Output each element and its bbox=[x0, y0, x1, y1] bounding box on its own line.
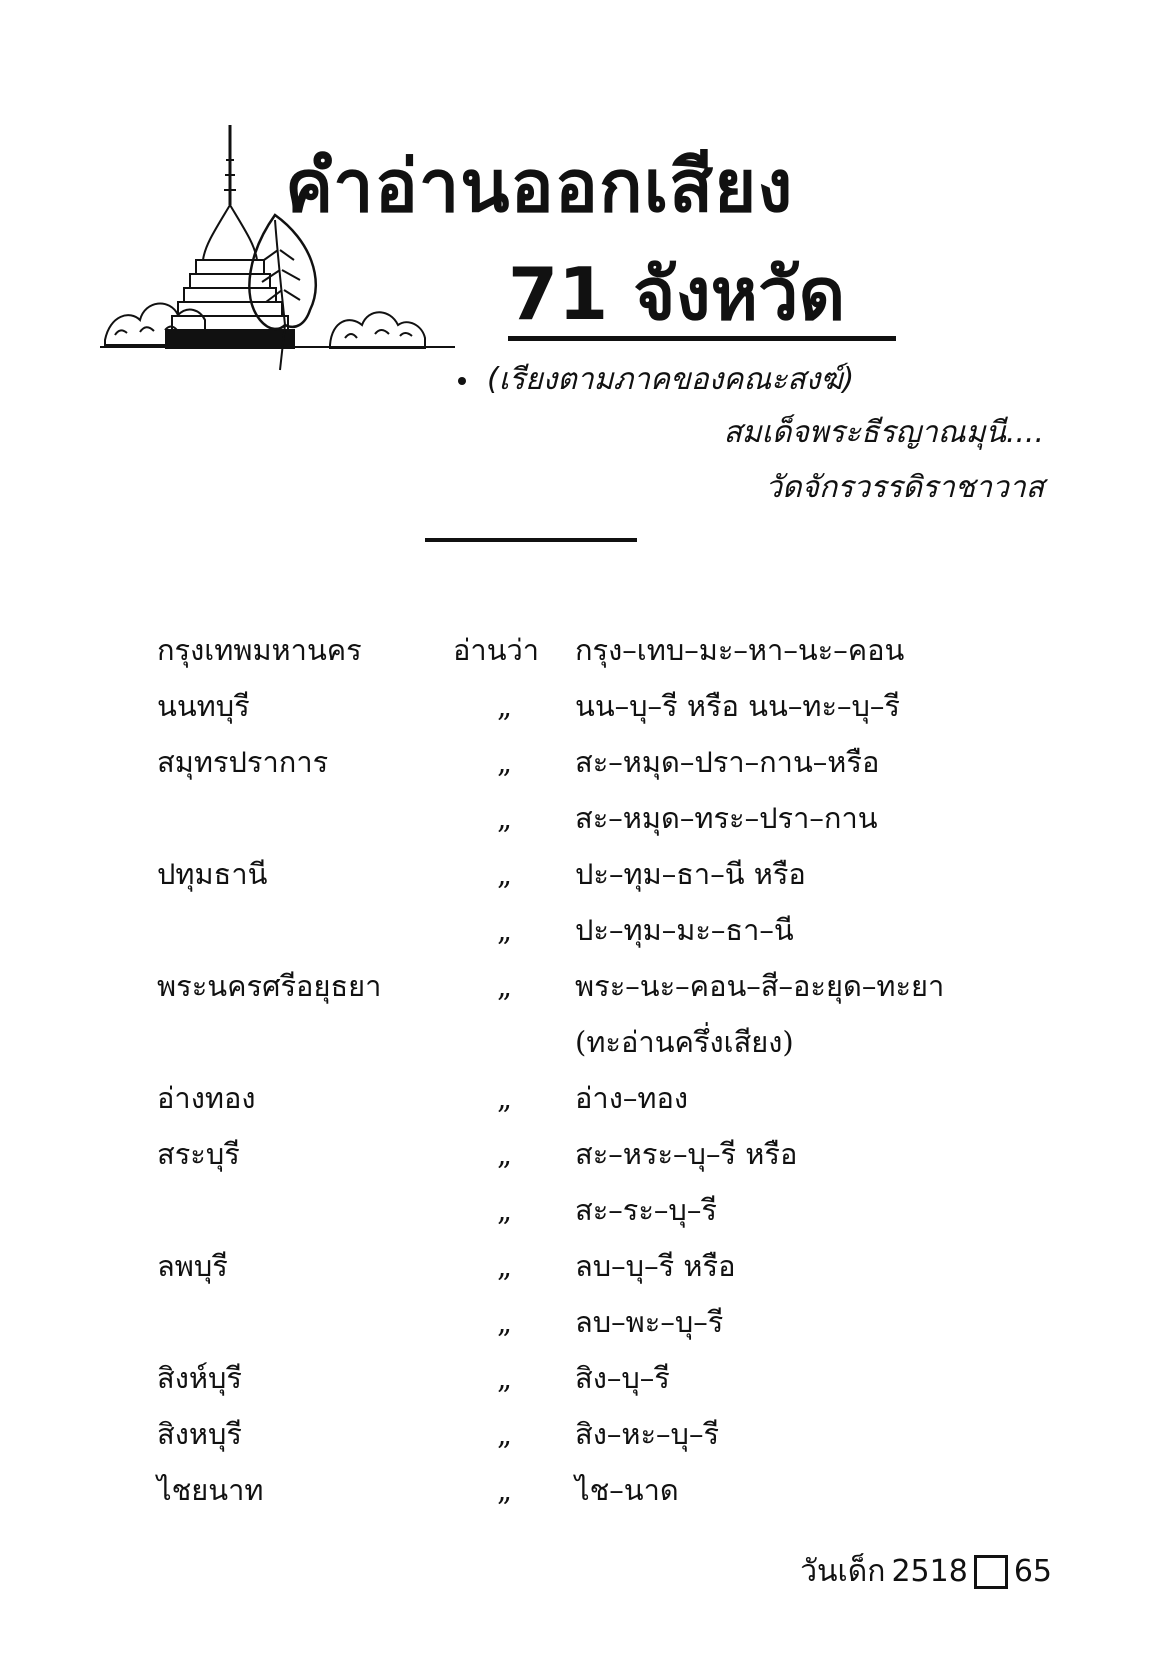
province-name: ปทุมธานี bbox=[157, 857, 268, 891]
title-underline bbox=[508, 336, 896, 341]
ditto-mark: „ bbox=[497, 913, 513, 947]
pronunciation-list bbox=[157, 622, 1057, 1518]
list-item bbox=[157, 846, 1057, 902]
ditto-mark: „ bbox=[497, 1305, 513, 1339]
province-name: นนทบุรี bbox=[157, 689, 250, 723]
pronunciation: สะ–หมุด–ปรา–กาน–หรือ bbox=[575, 745, 880, 779]
ditto-mark: „ bbox=[497, 1249, 513, 1283]
pronunciation-note: (ทะอ่านครึ่งเสียง) bbox=[575, 1025, 794, 1059]
list-item bbox=[157, 1182, 1057, 1238]
publication-name: วันเด็ก bbox=[800, 1554, 886, 1589]
list-item bbox=[157, 678, 1057, 734]
list-item bbox=[157, 902, 1057, 958]
pronunciation: พระ–นะ–คอน–สี–อะยุด–ทะยา bbox=[575, 969, 945, 1003]
ditto-mark: „ bbox=[497, 689, 513, 723]
province-name: สมุทรปราการ bbox=[157, 745, 329, 779]
ditto-mark: „ bbox=[497, 969, 513, 1003]
list-item bbox=[157, 790, 1057, 846]
list-item bbox=[157, 1462, 1057, 1518]
section-divider bbox=[425, 538, 637, 542]
pronunciation: สิง–หะ–บุ–รี bbox=[575, 1417, 720, 1451]
ditto-mark: „ bbox=[497, 1081, 513, 1115]
list-item bbox=[157, 1406, 1057, 1462]
ditto-mark: „ bbox=[497, 1137, 513, 1171]
ditto-mark: „ bbox=[497, 1417, 513, 1451]
pronunciation: สะ–หมุด–ทระ–ปรา–กาน bbox=[575, 801, 878, 835]
pronunciation: นน–บุ–รี หรือ นน–ทะ–บุ–รี bbox=[575, 689, 901, 723]
pronunciation: สะ–ระ–บุ–รี bbox=[575, 1193, 717, 1227]
list-item bbox=[157, 1350, 1057, 1406]
pronunciation: ลบ–พะ–บุ–รี bbox=[575, 1305, 724, 1339]
province-name: สิงหบุรี bbox=[157, 1417, 242, 1451]
list-item bbox=[157, 1238, 1057, 1294]
ditto-mark: „ bbox=[497, 1193, 513, 1227]
province-name: กรุงเทพมหานคร bbox=[157, 633, 362, 667]
province-name: สระบุรี bbox=[157, 1137, 240, 1171]
reads-as-label: อ่านว่า bbox=[453, 633, 540, 667]
pronunciation: ปะ–ทุม–มะ–ธา–นี bbox=[575, 913, 794, 947]
bullet-dot bbox=[458, 377, 466, 385]
page-title-line2: 71 จังหวัด bbox=[508, 252, 846, 336]
temple-line: วัดจักรวรรดิราชาวาส bbox=[765, 470, 1044, 505]
province-name: ลพบุรี bbox=[157, 1249, 228, 1283]
province-name: อ่างทอง bbox=[157, 1081, 256, 1115]
list-item bbox=[157, 1126, 1057, 1182]
ditto-mark: „ bbox=[497, 857, 513, 891]
province-name: ไชยนาท bbox=[157, 1473, 264, 1507]
list-item bbox=[157, 1014, 1057, 1070]
ditto-mark: „ bbox=[497, 1361, 513, 1395]
list-item bbox=[157, 1294, 1057, 1350]
province-name: สิงห์บุรี bbox=[157, 1361, 242, 1395]
pronunciation: ไช–นาด bbox=[575, 1473, 679, 1507]
page-number: 65 bbox=[1013, 1554, 1052, 1589]
subtitle: (เรียงตามภาคของคณะสงฆ์) bbox=[487, 362, 855, 397]
pronunciation: กรุง–เทบ–มะ–หา–นะ–คอน bbox=[575, 633, 905, 667]
pronunciation: อ่าง–ทอง bbox=[575, 1081, 689, 1115]
list-item bbox=[157, 622, 1057, 678]
author-line: สมเด็จพระธีรญาณมุนี.... bbox=[723, 415, 1044, 450]
page-title: คำอ่านออกเสียง bbox=[285, 144, 794, 228]
pronunciation: ปะ–ทุม–ธา–นี หรือ bbox=[575, 857, 806, 891]
province-name: พระนครศรีอยุธยา bbox=[157, 969, 382, 1003]
ditto-mark: „ bbox=[497, 745, 513, 779]
list-item bbox=[157, 958, 1057, 1014]
list-item bbox=[157, 1070, 1057, 1126]
publication-year: 2518 bbox=[891, 1554, 968, 1589]
pronunciation: สิง–บุ–รี bbox=[575, 1361, 670, 1395]
pronunciation: สะ–หระ–บุ–รี หรือ bbox=[575, 1137, 798, 1171]
ditto-mark: „ bbox=[497, 801, 513, 835]
square-marker-icon bbox=[974, 1555, 1008, 1589]
ditto-mark: „ bbox=[497, 1473, 513, 1507]
pronunciation: ลบ–บุ–รี หรือ bbox=[575, 1249, 736, 1283]
list-item bbox=[157, 734, 1057, 790]
page-footer bbox=[800, 1548, 1052, 1595]
